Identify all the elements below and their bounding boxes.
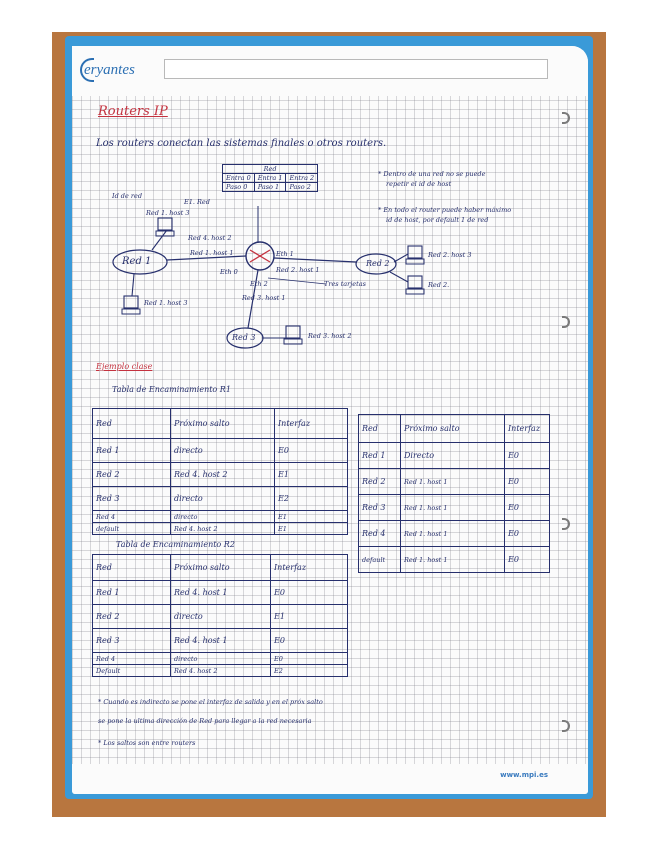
column-header: Interfaz (505, 415, 550, 443)
note-1: repetir el id de host (386, 180, 452, 188)
table-row (93, 581, 348, 605)
table-row (93, 523, 348, 535)
intro-text: Los routers conectan las sistemas finales o otros routers. (96, 138, 387, 149)
page-footer (72, 764, 588, 794)
table-cell: E2 (275, 487, 348, 511)
table-cell: Red 4. host 1 (171, 629, 271, 653)
label-network-id: Id de red (112, 192, 142, 200)
grid-sheet (72, 46, 588, 794)
table-cell: E0 (505, 547, 550, 573)
note-2: id de host, por default 1 de red (386, 216, 489, 224)
table-cell: Red 2 (93, 605, 171, 629)
table-row (93, 439, 348, 463)
label-host: Red 2. host 1 (276, 266, 320, 274)
table-cell: Red 4. host 2 (171, 463, 275, 487)
table-cell: Red 4. host 1 (171, 581, 271, 605)
table-cell: Red 4. host 2 (171, 523, 275, 535)
table-cell: E0 (271, 581, 348, 605)
column-header: Red (93, 555, 171, 581)
interfaces-table (222, 164, 318, 192)
table-cell: E1 (275, 511, 348, 523)
note-2: * En todo el router puede haber máximo (378, 206, 512, 214)
table-cell: E0 (271, 653, 348, 665)
interfaces-cell: Paso 0 (223, 183, 255, 192)
table-row (359, 521, 550, 547)
table-row (93, 629, 348, 653)
notebook-page (65, 36, 593, 799)
table2-caption: Tabla de Encaminamiento R2 (116, 540, 235, 549)
table-cell: E1 (271, 605, 348, 629)
table-row (93, 487, 348, 511)
table-cell: Red 2 (359, 469, 401, 495)
interfaces-cell: Entra 2 (286, 174, 318, 183)
table-cell: Red 1 (93, 581, 171, 605)
table-cell: E0 (271, 629, 348, 653)
table-cell: Red 4 (93, 511, 171, 523)
column-header: Red (93, 409, 171, 439)
table-cell: Red 1. host 1 (401, 469, 505, 495)
table1-caption: Tabla de Encaminamiento R1 (112, 385, 231, 394)
column-header: Interfaz (275, 409, 348, 439)
column-header: Interfaz (271, 555, 348, 581)
label-host: Red 1. host 3 (144, 299, 188, 307)
binder-ring-icon (562, 518, 570, 530)
note-line: se pone la ultima dirección de Red para llegar a la red necesaria (98, 717, 312, 725)
table-cell: Red 3 (359, 495, 401, 521)
table-row (359, 469, 550, 495)
binder-ring-icon (562, 720, 570, 732)
table-row (359, 443, 550, 469)
column-header: Próximo salto (171, 555, 271, 581)
table-cell: E2 (271, 665, 348, 677)
label-network: Red 1 (122, 256, 152, 267)
table-row (93, 511, 348, 523)
label-host: Red 3. host 2 (308, 332, 352, 340)
table-cell: E0 (505, 521, 550, 547)
label-host: Red 4. host 2 (188, 234, 232, 242)
table-cell: Red 4. host 2 (171, 665, 271, 677)
table-cell: directo (171, 653, 271, 665)
label-annotation: Tres tarjetas (324, 280, 366, 288)
label-interface: Eth 2 (250, 280, 268, 288)
label-host: Red 1. host 3 (146, 209, 190, 217)
site-url: www.mpi.es (500, 771, 548, 779)
table-cell: Red 1 (359, 443, 401, 469)
label-interface: E1. Red (184, 198, 210, 206)
table-cell: Red 3 (93, 487, 171, 511)
interfaces-cell: Entra 1 (254, 174, 286, 183)
table-cell: directo (171, 439, 275, 463)
table-cell: Default (93, 665, 171, 677)
table-cell: default (359, 547, 401, 573)
table-cell: E0 (505, 495, 550, 521)
brand-logo: eryantes (84, 62, 135, 78)
label-network: Red 3 (232, 333, 256, 342)
table-cell: E1 (275, 463, 348, 487)
table-cell: Red 2 (93, 463, 171, 487)
interfaces-cell: Paso 1 (254, 183, 286, 192)
table-row (93, 653, 348, 665)
table-row (93, 665, 348, 677)
table-cell: directo (171, 487, 275, 511)
column-header: Próximo salto (171, 409, 275, 439)
routing-table-r2 (92, 554, 348, 677)
column-header: Próximo salto (401, 415, 505, 443)
table-row (93, 463, 348, 487)
table-cell: default (93, 523, 171, 535)
table-row (359, 547, 550, 573)
table-cell: Red 1. host 1 (401, 521, 505, 547)
table-cell: Red 3 (93, 629, 171, 653)
table-cell: Red 1. host 1 (401, 547, 505, 573)
table-cell: Red 4 (359, 521, 401, 547)
note-line: * Los saltos son entre routers (98, 739, 196, 747)
label-host: Red 1. host 1 (190, 249, 234, 257)
label-host: Red 2. (428, 281, 450, 289)
routing-table-r3 (358, 414, 550, 573)
label-host: Red 2. host 3 (428, 251, 472, 259)
table-cell: Red 4 (93, 653, 171, 665)
note-1: * Dentro de una red no se puede (378, 170, 486, 178)
label-interface: Eth 0 (220, 268, 238, 276)
label-network: Red 2 (366, 259, 390, 268)
interfaces-table-title: Red (223, 165, 318, 174)
column-header: Red (359, 415, 401, 443)
table-cell: E1 (275, 523, 348, 535)
table-cell: E0 (505, 443, 550, 469)
table-row (93, 605, 348, 629)
table-cell: Red 1 (93, 439, 171, 463)
table-cell: E0 (275, 439, 348, 463)
table-cell: directo (171, 605, 271, 629)
interfaces-cell: Entra 0 (223, 174, 255, 183)
label-host: Red 3. host 1 (242, 294, 286, 302)
interfaces-cell: Paso 2 (286, 183, 318, 192)
table-cell: Red 1. host 1 (401, 495, 505, 521)
label-interface: Eth 1 (276, 250, 294, 258)
example-heading: Ejemplo clase (96, 362, 153, 371)
table-row (359, 495, 550, 521)
page-title: Routers IP (98, 104, 168, 119)
table-cell: Directo (401, 443, 505, 469)
table-cell: directo (171, 511, 275, 523)
table-cell: E0 (505, 469, 550, 495)
routing-table-r1 (92, 408, 348, 535)
note-line: * Cuando es indirecto se pone el interfaz de salida y en el próx salto (98, 698, 323, 706)
